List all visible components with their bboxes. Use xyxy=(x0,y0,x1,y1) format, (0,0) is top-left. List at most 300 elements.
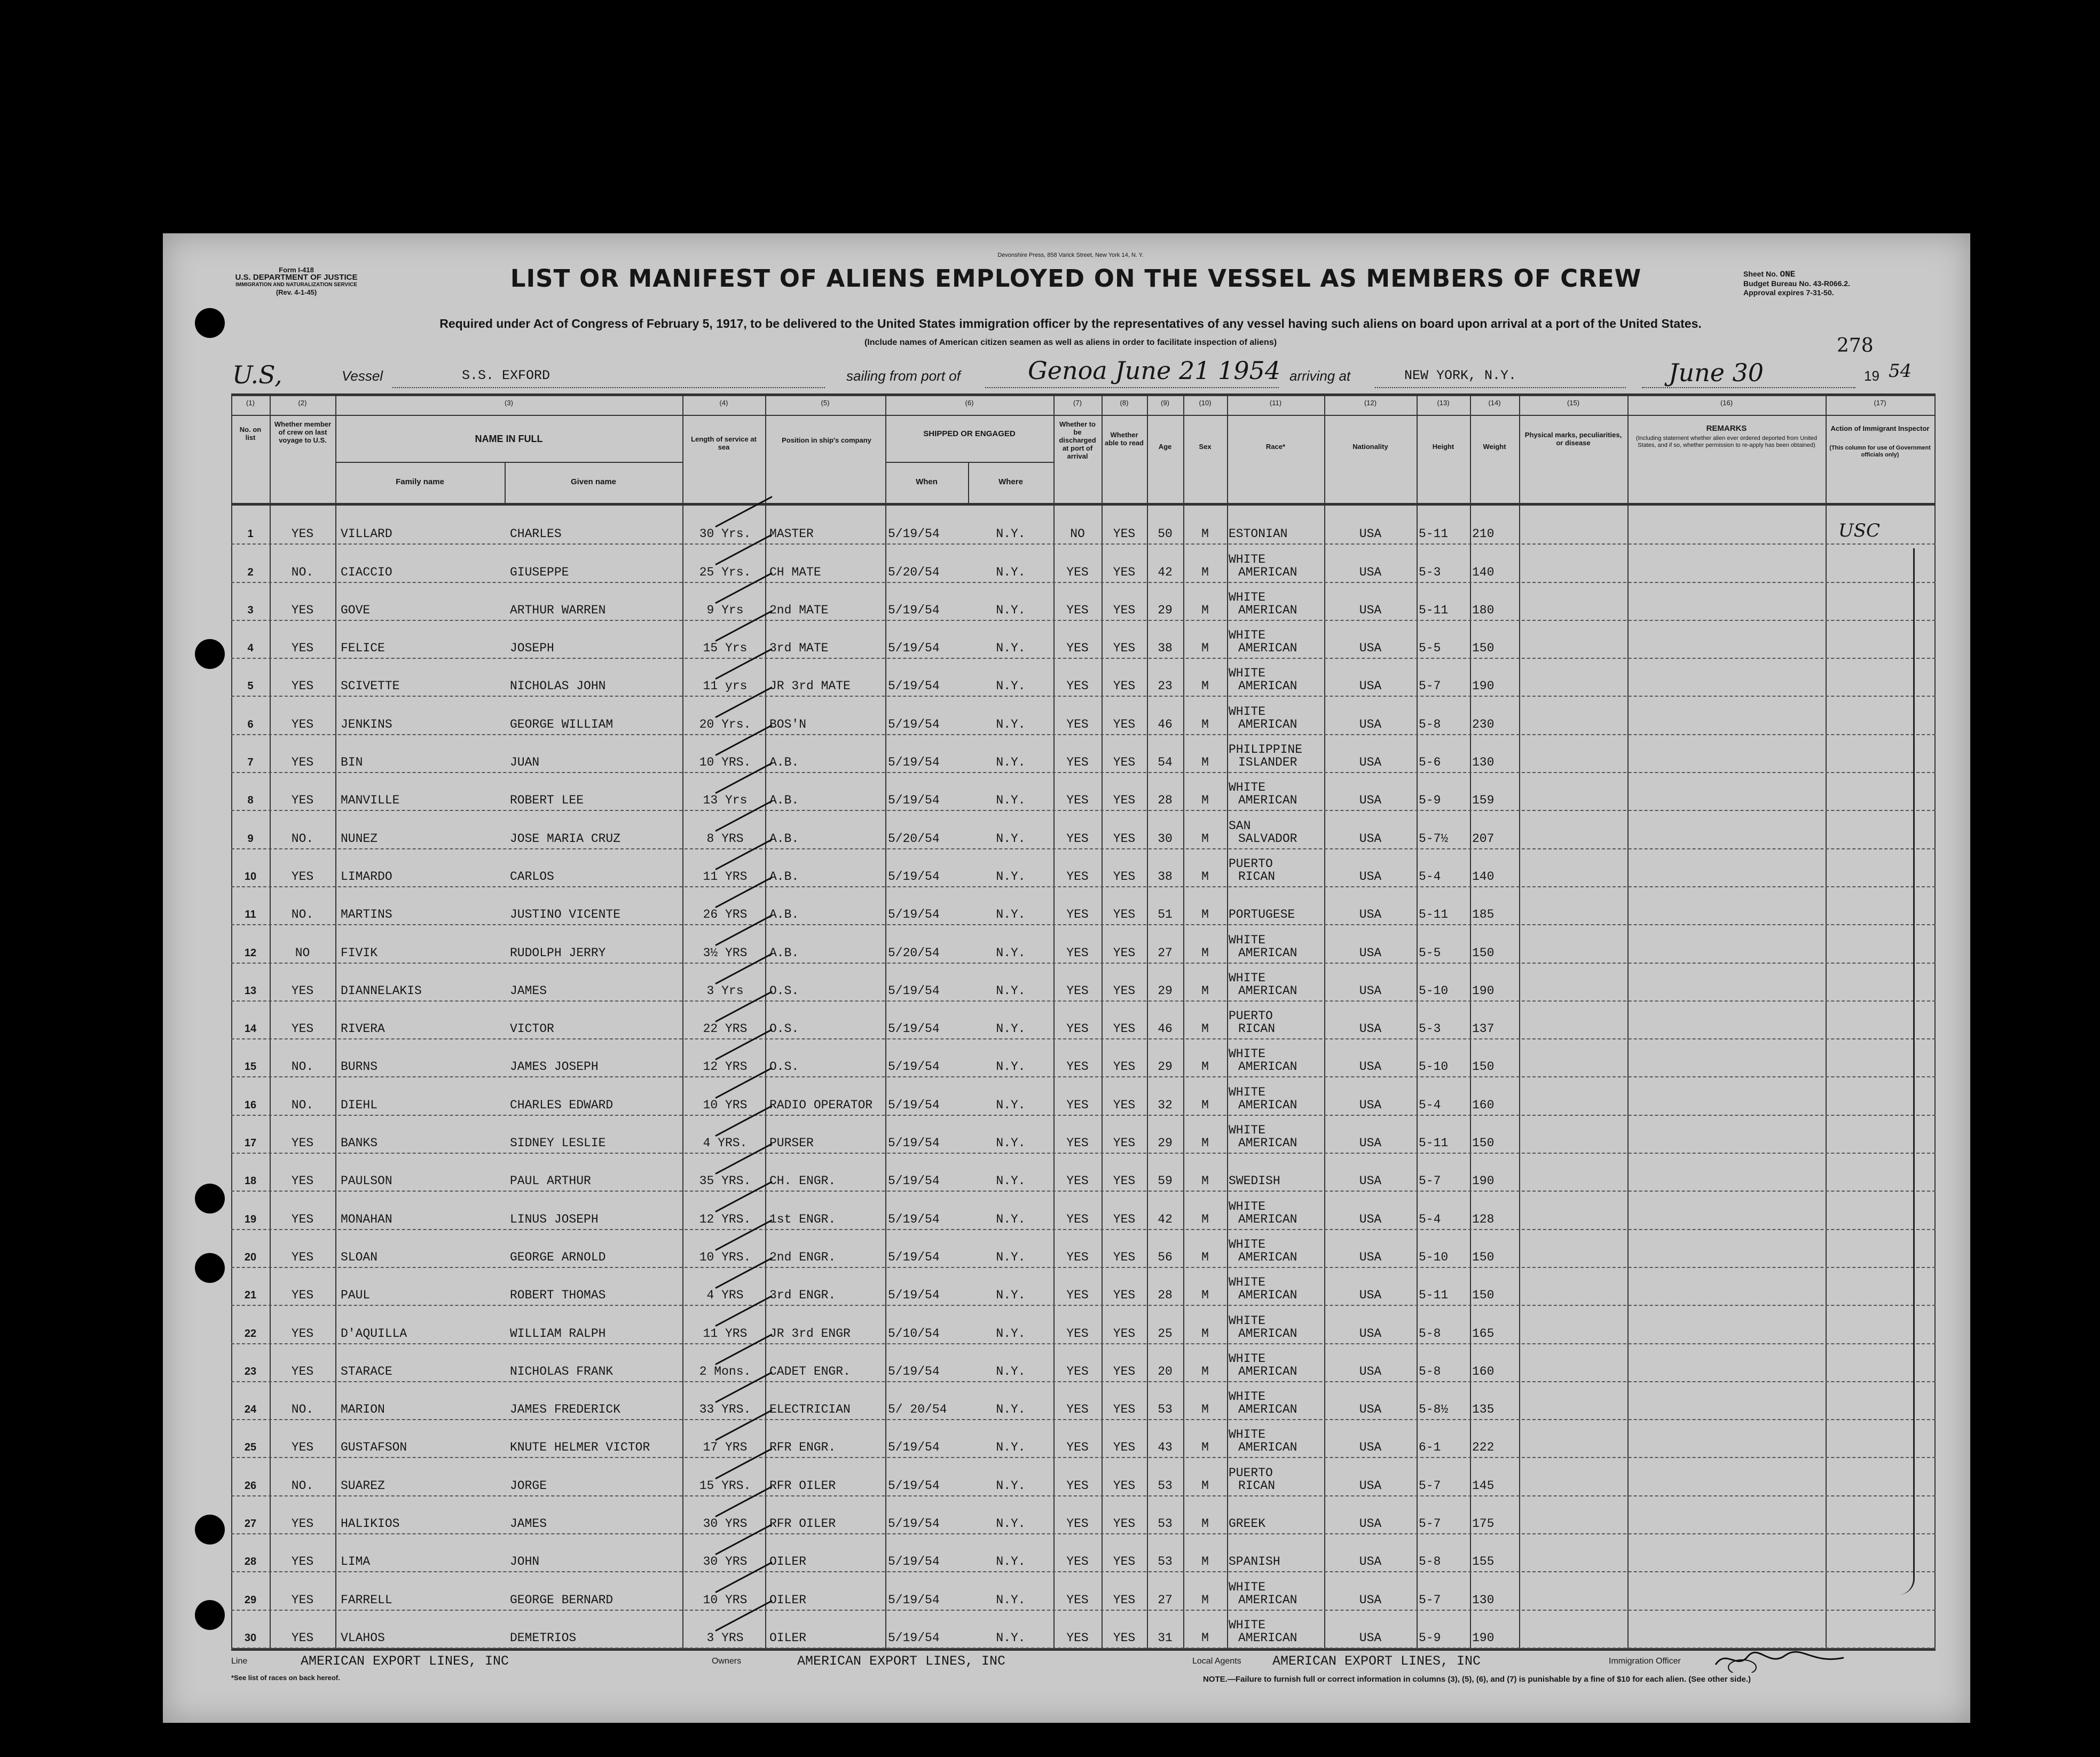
cell-height: 5-7 xyxy=(1419,679,1441,694)
cell-service: 30 YRS xyxy=(703,1517,748,1531)
colnum-9: (9) xyxy=(1161,399,1169,407)
cell-sex: M xyxy=(1201,1478,1209,1493)
colnum-2: (2) xyxy=(298,399,307,407)
cell-where: N.Y. xyxy=(996,1630,1026,1645)
colnum-16: (16) xyxy=(1720,399,1733,407)
cell-weight: 150 xyxy=(1472,641,1495,656)
cell-given: DEMETRIOS xyxy=(510,1630,577,1645)
cell-given: VICTOR xyxy=(510,1022,554,1036)
cell-age: 31 xyxy=(1158,1630,1173,1645)
table-row xyxy=(231,1343,1936,1382)
cell-where: N.Y. xyxy=(996,1212,1026,1226)
cell-given: NICHOLAS JOHN xyxy=(510,679,606,694)
cell-disch: YES xyxy=(1066,1326,1089,1341)
cell-sex: M xyxy=(1201,1630,1209,1645)
cell-read: YES xyxy=(1113,1478,1136,1493)
cell-nat: USA xyxy=(1359,1593,1382,1607)
table-row xyxy=(231,924,1936,963)
cell-weight: 160 xyxy=(1472,1364,1495,1378)
cell-height: 5-10 xyxy=(1419,1060,1449,1074)
cell-weight: 159 xyxy=(1472,793,1495,808)
budget-note: Budget Bureau No. 43-R066.2. xyxy=(1743,279,1850,288)
cell-service: 12 YRS. xyxy=(699,1212,751,1226)
cell-height: 5-9 xyxy=(1419,1630,1441,1645)
cell-where: N.Y. xyxy=(996,869,1026,884)
colhead-given: Given name xyxy=(570,477,617,486)
cell-height: 5-7 xyxy=(1419,1478,1441,1493)
cell-last: NO xyxy=(295,946,310,960)
cell-disch: YES xyxy=(1066,641,1089,656)
cell-service: 12 YRS xyxy=(703,1060,748,1074)
cell-height: 5-7 xyxy=(1419,1517,1441,1531)
table-row xyxy=(231,1571,1936,1610)
cell-race xyxy=(1229,857,1324,883)
cell-position: A.B. xyxy=(769,831,799,846)
binder-hole xyxy=(195,639,225,669)
cell-race-line2: AMERICAN xyxy=(1238,679,1297,694)
cell-sex: M xyxy=(1201,1136,1209,1151)
cell-race-line2: AMERICAN xyxy=(1238,793,1297,808)
cell-given: JOSEPH xyxy=(510,641,554,656)
binder-hole xyxy=(195,1600,225,1630)
cell-service: 11 yrs xyxy=(703,679,748,694)
cell-race-line2: AMERICAN xyxy=(1238,1326,1297,1341)
cell-race-line2: AMERICAN xyxy=(1238,1593,1297,1607)
cell-height: 5-4 xyxy=(1419,1098,1441,1112)
cell-race-line1: PORTUGESE xyxy=(1229,908,1295,922)
cell-race-line1: WHITE xyxy=(1229,1237,1266,1251)
colhead-last-voyage: Whether member of crew on last voyage to U.S. xyxy=(274,420,332,444)
colnum-12: (12) xyxy=(1364,399,1377,407)
cell-nat: USA xyxy=(1359,1212,1382,1226)
cell-family: CIACCIO xyxy=(341,565,392,579)
cell-where: N.Y. xyxy=(996,1250,1026,1264)
cell-height: 5-3 xyxy=(1419,1022,1441,1036)
cell-age: 38 xyxy=(1158,869,1173,884)
crew-table xyxy=(231,393,1936,1648)
arriving-underline xyxy=(1375,387,1626,388)
officer-label: Immigration Officer xyxy=(1609,1657,1681,1666)
cell-when: 5/20/54 xyxy=(888,831,940,846)
cell-race xyxy=(1229,1390,1324,1416)
cell-position: 2nd MATE xyxy=(769,603,829,617)
cell-last: YES xyxy=(291,869,314,884)
cell-read: YES xyxy=(1113,527,1136,541)
cell-weight: 190 xyxy=(1472,1174,1495,1188)
cell-given: NICHOLAS FRANK xyxy=(510,1364,614,1378)
cell-n: 5 xyxy=(247,680,254,692)
cell-last: YES xyxy=(291,1630,314,1645)
cell-nat: USA xyxy=(1359,641,1382,656)
cell-service: 10 YRS xyxy=(703,1593,748,1607)
cell-position: RFR OILER xyxy=(769,1478,836,1493)
cell-position: A.B. xyxy=(769,755,799,770)
voyage-prefix: U.S, xyxy=(232,360,282,389)
cell-position: CADET ENGR. xyxy=(769,1364,851,1378)
cell-nat: USA xyxy=(1359,831,1382,846)
cell-weight: 210 xyxy=(1472,527,1495,541)
cell-race-line1: WHITE xyxy=(1229,628,1266,643)
cell-disch: YES xyxy=(1066,1212,1089,1226)
cell-family: GUSTAFSON xyxy=(341,1440,407,1455)
cell-sex: M xyxy=(1201,1022,1209,1036)
cell-position: RADIO OPERATOR xyxy=(769,1098,873,1112)
cell-read: YES xyxy=(1113,1517,1136,1531)
page-subtitle: Required under Act of Congress of February 5, 1917, to be delivered to the United States immigration officer by the representatives of any vessel having such aliens on board upon arrival at a port of the United States. xyxy=(439,317,1702,330)
cell-read: YES xyxy=(1113,908,1136,922)
cell-race-line2: AMERICAN xyxy=(1238,1440,1297,1455)
cell-position: 3rd MATE xyxy=(769,641,829,656)
colnum-11: (11) xyxy=(1269,399,1282,407)
colhead-remarks: REMARKS xyxy=(1706,424,1747,433)
cell-where: N.Y. xyxy=(996,641,1026,656)
cell-race xyxy=(1229,591,1324,617)
cell-age: 59 xyxy=(1158,1174,1173,1188)
cell-race-line1: WHITE xyxy=(1229,1275,1266,1290)
department: U.S. DEPARTMENT OF JUSTICE xyxy=(235,273,358,282)
table-row xyxy=(231,582,1936,621)
cell-disch: YES xyxy=(1066,869,1089,884)
cell-weight: 207 xyxy=(1472,831,1495,846)
cell-age: 27 xyxy=(1158,946,1173,960)
cell-nat: USA xyxy=(1359,1478,1382,1493)
colhead-family: Family name xyxy=(396,477,444,486)
cell-where: N.Y. xyxy=(996,1136,1026,1151)
officer-signature xyxy=(1710,1646,1849,1667)
cell-read: YES xyxy=(1113,1098,1136,1112)
cell-height: 5-6 xyxy=(1419,755,1441,770)
cell-where: N.Y. xyxy=(996,603,1026,617)
cell-where: N.Y. xyxy=(996,1022,1026,1036)
cell-age: 50 xyxy=(1158,527,1173,541)
cell-nat: USA xyxy=(1359,1174,1382,1188)
table-row xyxy=(231,1153,1936,1192)
table-row xyxy=(231,1457,1936,1496)
cell-service: 35 YRS. xyxy=(699,1174,751,1188)
cell-weight: 165 xyxy=(1472,1326,1495,1341)
cell-last: YES xyxy=(291,1250,314,1264)
colhead-discharged: Whether to be discharged at port of arrival xyxy=(1059,420,1096,460)
cell-last: YES xyxy=(291,1288,314,1303)
year-prefix: 19 xyxy=(1864,368,1879,384)
cell-when: 5/19/54 xyxy=(888,603,940,617)
table-row xyxy=(231,1077,1936,1116)
cell-height: 5-11 xyxy=(1419,527,1449,541)
cell-where: N.Y. xyxy=(996,755,1026,770)
cell-height: 5-8 xyxy=(1419,1555,1441,1569)
agents-label: Local Agents xyxy=(1192,1657,1241,1666)
cell-sex: M xyxy=(1201,1555,1209,1569)
cell-when: 5/19/54 xyxy=(888,1555,940,1569)
cell-position: OILER xyxy=(769,1593,807,1607)
cell-nat: USA xyxy=(1359,946,1382,960)
colnum-10: (10) xyxy=(1199,399,1212,407)
table-row xyxy=(231,1038,1936,1077)
cell-race-line2: AMERICAN xyxy=(1238,1212,1297,1226)
cell-service: 10 YRS. xyxy=(699,755,751,770)
cell-nat: USA xyxy=(1359,1326,1382,1341)
cell-weight: 140 xyxy=(1472,565,1495,579)
cell-height: 5-8½ xyxy=(1419,1403,1449,1417)
cell-read: YES xyxy=(1113,565,1136,579)
cell-nat: USA xyxy=(1359,1440,1382,1455)
cell-when: 5/19/54 xyxy=(888,679,940,694)
colhead-age: Age xyxy=(1158,443,1172,451)
cell-family: MARION xyxy=(341,1403,385,1417)
cell-race xyxy=(1229,1467,1324,1492)
cell-read: YES xyxy=(1113,831,1136,846)
line-value: AMERICAN EXPORT LINES, INC xyxy=(301,1653,509,1669)
cell-weight: 135 xyxy=(1472,1403,1495,1417)
cell-race xyxy=(1229,1314,1324,1340)
cell-given: GEORGE WILLIAM xyxy=(510,717,614,731)
cell-race xyxy=(1229,781,1324,807)
cell-n: 22 xyxy=(244,1327,257,1340)
cell-family: SUAREZ xyxy=(341,1478,385,1493)
cell-weight: 128 xyxy=(1472,1212,1495,1226)
cell-service: 3 YRS xyxy=(706,1630,744,1645)
cell-service: 15 Yrs xyxy=(703,641,748,656)
cell-race-line2: AMERICAN xyxy=(1238,1098,1297,1112)
cell-when: 5/19/54 xyxy=(888,1517,940,1531)
cell-race xyxy=(1229,1555,1324,1568)
cell-family: NUNEZ xyxy=(341,831,378,846)
cell-weight: 222 xyxy=(1472,1440,1495,1455)
table-row xyxy=(231,1229,1936,1268)
cell-where: N.Y. xyxy=(996,1517,1026,1531)
cell-race-line1: WHITE xyxy=(1229,1390,1266,1404)
cell-action: USC xyxy=(1838,520,1880,542)
cell-read: YES xyxy=(1113,1440,1136,1455)
cell-when: 5/20/54 xyxy=(888,565,940,579)
cell-family: BURNS xyxy=(341,1060,378,1074)
cell-service: 3 Yrs xyxy=(706,983,744,998)
cell-read: YES xyxy=(1113,641,1136,656)
cell-disch: YES xyxy=(1066,603,1089,617)
cell-n: 8 xyxy=(247,794,254,807)
cell-race-line2: AMERICAN xyxy=(1238,565,1297,579)
cell-where: N.Y. xyxy=(996,717,1026,731)
cell-height: 5-9 xyxy=(1419,793,1441,808)
cell-given: JOSE MARIA CRUZ xyxy=(510,831,621,846)
cell-when: 5/19/54 xyxy=(888,1174,940,1188)
cell-weight: 185 xyxy=(1472,908,1495,922)
cell-service: 10 YRS xyxy=(703,1098,748,1112)
cell-age: 38 xyxy=(1158,641,1173,656)
vessel-label: Vessel xyxy=(342,368,383,384)
cell-n: 12 xyxy=(244,947,257,959)
cell-last: YES xyxy=(291,1326,314,1341)
cell-disch: YES xyxy=(1066,1440,1089,1455)
table-row xyxy=(231,506,1936,545)
cell-where: N.Y. xyxy=(996,1060,1026,1074)
cell-race xyxy=(1229,1581,1324,1606)
cell-service: 4 YRS. xyxy=(703,1136,748,1151)
cell-when: 5/19/54 xyxy=(888,1364,940,1378)
cell-when: 5/19/54 xyxy=(888,641,940,656)
cell-family: LIMARDO xyxy=(341,869,392,884)
table-row xyxy=(231,1000,1936,1039)
arrival-underline xyxy=(1642,387,1855,388)
cell-race xyxy=(1229,1238,1324,1264)
sailing-label: sailing from port of xyxy=(846,368,961,384)
cell-disch: YES xyxy=(1066,983,1089,998)
cell-height: 5-11 xyxy=(1419,908,1449,922)
cell-where: N.Y. xyxy=(996,1555,1026,1569)
table-row xyxy=(231,1381,1936,1420)
cell-when: 5/19/54 xyxy=(888,1478,940,1493)
cell-position: JR 3rd ENGR xyxy=(769,1326,851,1341)
cell-last: YES xyxy=(291,1517,314,1531)
colnum-17: (17) xyxy=(1874,399,1886,407)
cell-given: GIUSEPPE xyxy=(510,565,569,579)
cell-race-line1: WHITE xyxy=(1229,1351,1266,1366)
cell-n: 1 xyxy=(247,528,254,540)
cell-when: 5/19/54 xyxy=(888,1212,940,1226)
cell-last: YES xyxy=(291,983,314,998)
cell-given: JAMES xyxy=(510,983,547,998)
cell-sex: M xyxy=(1201,869,1209,884)
colnum-13: (13) xyxy=(1437,399,1450,407)
cell-given: JAMES FREDERICK xyxy=(510,1403,621,1417)
name-subdivider xyxy=(335,462,682,463)
cell-family: MONAHAN xyxy=(341,1212,392,1226)
cell-height: 6-1 xyxy=(1419,1440,1441,1455)
cell-race xyxy=(1229,553,1324,579)
cell-race-line2: AMERICAN xyxy=(1238,1250,1297,1264)
cell-race-line2: SALVADOR xyxy=(1238,831,1297,846)
binder-hole xyxy=(195,1253,225,1283)
cell-where: N.Y. xyxy=(996,1288,1026,1303)
cell-read: YES xyxy=(1113,869,1136,884)
binder-hole xyxy=(195,308,225,338)
cell-given: PAUL ARTHUR xyxy=(510,1174,591,1188)
owners-value: AMERICAN EXPORT LINES, INC xyxy=(797,1653,1006,1669)
cell-age: 56 xyxy=(1158,1250,1173,1264)
cell-n: 9 xyxy=(247,832,254,845)
cell-given: GEORGE ARNOLD xyxy=(510,1250,606,1264)
cell-weight: 190 xyxy=(1472,1630,1495,1645)
cell-last: YES xyxy=(291,527,314,541)
cell-last: NO. xyxy=(291,1403,314,1417)
cell-disch: YES xyxy=(1066,565,1089,579)
cell-disch: YES xyxy=(1066,755,1089,770)
cell-disch: YES xyxy=(1066,831,1089,846)
cell-race-line2: AMERICAN xyxy=(1238,1288,1297,1303)
cell-race xyxy=(1229,1200,1324,1226)
cell-sex: M xyxy=(1201,908,1209,922)
cell-height: 5-4 xyxy=(1419,869,1441,884)
cell-race xyxy=(1229,1124,1324,1149)
cell-given: WILLIAM RALPH xyxy=(510,1326,606,1341)
colnum-3: (3) xyxy=(505,399,513,407)
cell-sex: M xyxy=(1201,946,1209,960)
colhead-name: NAME IN FULL xyxy=(475,434,543,444)
cell-last: NO. xyxy=(291,1060,314,1074)
cell-height: 5-8 xyxy=(1419,1326,1441,1341)
cell-given: JOHN xyxy=(510,1555,540,1569)
table-row xyxy=(231,886,1936,925)
cell-where: N.Y. xyxy=(996,1174,1026,1188)
cell-height: 5-10 xyxy=(1419,983,1449,998)
cell-race xyxy=(1229,820,1324,845)
cell-race-line2: ISLANDER xyxy=(1238,755,1297,770)
colhead-sex: Sex xyxy=(1199,443,1212,451)
cell-read: YES xyxy=(1113,1136,1136,1151)
cell-race-line1: WHITE xyxy=(1229,1123,1266,1138)
colhead-nationality: Nationality xyxy=(1352,443,1388,451)
cell-read: YES xyxy=(1113,603,1136,617)
cell-n: 19 xyxy=(244,1213,257,1225)
cell-disch: YES xyxy=(1066,1555,1089,1569)
cell-race xyxy=(1229,934,1324,959)
cell-service: 30 YRS xyxy=(703,1555,748,1569)
cell-when: 5/19/54 xyxy=(888,1440,940,1455)
cell-race-line2: RICAN xyxy=(1238,1478,1276,1493)
cell-weight: 130 xyxy=(1472,1593,1495,1607)
header-subrule xyxy=(231,415,1936,416)
cell-disch: NO xyxy=(1070,527,1085,541)
cell-position: BOS'N xyxy=(769,717,807,731)
arriving-label: arriving at xyxy=(1289,368,1351,384)
sheet-info xyxy=(1743,270,1850,297)
colhead-height: Height xyxy=(1432,443,1454,451)
cell-service: 26 YRS xyxy=(703,908,748,922)
cell-when: 5/10/54 xyxy=(888,1326,940,1341)
cell-height: 5-11 xyxy=(1419,603,1449,617)
colhead-weight: Weight xyxy=(1483,443,1506,451)
sailing-underline xyxy=(985,387,1279,388)
cell-where: N.Y. xyxy=(996,1593,1026,1607)
cell-given: KNUTE HELMER VICTOR xyxy=(510,1440,650,1455)
cell-race-line2: RICAN xyxy=(1238,1022,1276,1036)
cell-read: YES xyxy=(1113,1060,1136,1074)
cell-given: JUSTINO VICENTE xyxy=(510,908,621,922)
vessel-name: S.S. EXFORD xyxy=(462,368,550,383)
cell-age: 29 xyxy=(1158,983,1173,998)
cell-race-line1: WHITE xyxy=(1229,590,1266,604)
cell-nat: USA xyxy=(1359,1555,1382,1569)
cell-nat: USA xyxy=(1359,1136,1382,1151)
table-row xyxy=(231,1191,1936,1230)
table-row xyxy=(231,1419,1936,1458)
cell-sex: M xyxy=(1201,1288,1209,1303)
cell-weight: 145 xyxy=(1472,1478,1495,1493)
cell-read: YES xyxy=(1113,1022,1136,1036)
cell-race-line2: AMERICAN xyxy=(1238,1060,1297,1074)
cell-weight: 137 xyxy=(1472,1022,1495,1036)
cell-where: N.Y. xyxy=(996,793,1026,808)
cell-given: LINUS JOSEPH xyxy=(510,1212,599,1226)
colhead-position: Position in ship's company xyxy=(782,436,871,444)
service-check-mark xyxy=(715,496,772,527)
table-row xyxy=(231,658,1936,697)
cell-n: 7 xyxy=(247,757,254,769)
cell-age: 42 xyxy=(1158,1212,1173,1226)
cell-when: 5/ 20/54 xyxy=(888,1403,947,1417)
cell-race xyxy=(1229,1175,1324,1187)
cell-n: 3 xyxy=(247,604,254,616)
approval-note: Approval expires 7-31-50. xyxy=(1743,288,1834,297)
cell-where: N.Y. xyxy=(996,908,1026,922)
cell-family: RIVERA xyxy=(341,1022,385,1036)
cell-last: YES xyxy=(291,1174,314,1188)
races-note: *See list of races on back hereof. xyxy=(231,1674,340,1682)
colhead-when: When xyxy=(916,477,938,486)
cell-when: 5/19/54 xyxy=(888,1593,940,1607)
cell-position: O.S. xyxy=(769,983,799,998)
cell-position: A.B. xyxy=(769,908,799,922)
